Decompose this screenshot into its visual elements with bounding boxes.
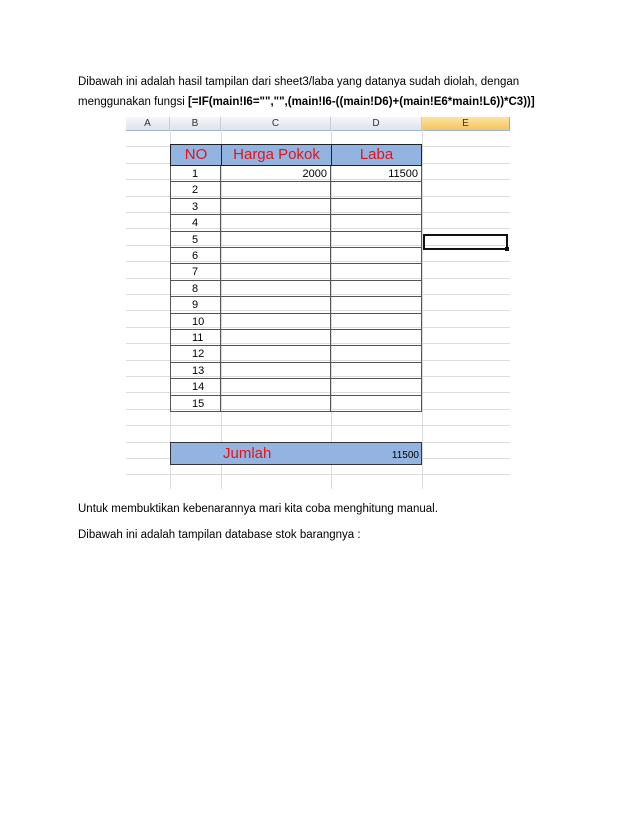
cell-laba[interactable] [331, 379, 422, 395]
table-row [170, 330, 422, 346]
table-row [170, 379, 422, 395]
footer-total: 11500 [391, 450, 419, 461]
grid-line-horizontal [126, 474, 510, 475]
cell-no[interactable]: 13 [170, 363, 221, 379]
table-header-row [170, 144, 422, 166]
header-no: NO [171, 145, 222, 165]
table-row [170, 248, 422, 264]
table-row [170, 297, 422, 313]
table-row [170, 363, 422, 379]
cell-laba[interactable] [331, 346, 422, 362]
cell-no[interactable]: 1 [170, 166, 221, 182]
table-row [170, 314, 422, 330]
cell-no[interactable]: 2 [170, 182, 221, 198]
cell-laba[interactable] [331, 297, 422, 313]
cell-harga-pokok[interactable] [221, 215, 331, 231]
cell-harga-pokok[interactable] [221, 248, 331, 264]
spreadsheet-image [126, 117, 510, 489]
footer-label: Jumlah [223, 445, 272, 462]
cell-no[interactable]: 8 [170, 281, 221, 297]
cell-laba[interactable] [331, 396, 422, 412]
intro-text: Dibawah ini adalah hasil tampilan dari sheet3/laba yang datanya sudah diolah, dengan menggunakan fungsi [78, 76, 520, 108]
header-harga-pokok: Harga Pokok [222, 145, 332, 165]
cell-harga-pokok[interactable] [221, 264, 331, 280]
cell-harga-pokok[interactable] [221, 314, 331, 330]
cell-laba[interactable] [331, 264, 422, 280]
paragraph-manual: Untuk membuktikan kebenarannya mari kita coba menghitung manual. [78, 503, 438, 515]
cell-harga-pokok[interactable] [221, 182, 331, 198]
header-laba: Laba [359, 146, 394, 163]
column-header-e: E [422, 117, 510, 130]
intro-paragraph [78, 72, 568, 112]
table-row [170, 166, 422, 182]
cell-no[interactable]: 12 [170, 346, 221, 362]
column-header-d: D [331, 117, 422, 130]
column-header-bar [126, 117, 510, 131]
column-header-b: B [170, 117, 221, 130]
cell-no[interactable]: 9 [170, 297, 221, 313]
column-header-a: A [126, 117, 170, 130]
cell-laba[interactable] [331, 215, 422, 231]
cell-laba[interactable] [331, 363, 422, 379]
cell-laba[interactable] [331, 248, 422, 264]
paragraph-database: Dibawah ini adalah tampilan database stok barangnya : [78, 529, 361, 541]
cell-no[interactable]: 6 [170, 248, 221, 264]
selected-cell[interactable] [423, 234, 508, 250]
table-row [170, 396, 422, 412]
cell-harga-pokok[interactable] [221, 330, 331, 346]
column-header-c: C [221, 117, 331, 130]
grid-line-horizontal [126, 425, 510, 426]
cell-harga-pokok[interactable] [221, 396, 331, 412]
cell-no[interactable]: 3 [170, 199, 221, 215]
cell-no[interactable]: 15 [170, 396, 221, 412]
cell-no[interactable]: 10 [170, 314, 221, 330]
cell-laba[interactable] [331, 182, 422, 198]
cell-laba[interactable]: 11500 [331, 166, 422, 182]
cell-no[interactable]: 14 [170, 379, 221, 395]
cell-laba[interactable] [331, 281, 422, 297]
cell-no[interactable]: 7 [170, 264, 221, 280]
table-row [170, 281, 422, 297]
formula-text: [=IF(main!I6="","",(main!I6-((main!D6)+(main!E6*main!L6))*C3))] [187, 96, 535, 108]
cell-harga-pokok[interactable] [221, 379, 331, 395]
table-row [170, 346, 422, 362]
table-row [170, 182, 422, 198]
table-row [170, 232, 422, 248]
table-row [170, 264, 422, 280]
table-row [170, 215, 422, 231]
cell-no[interactable]: 11 [170, 330, 221, 346]
cell-laba[interactable] [331, 314, 422, 330]
cell-harga-pokok[interactable]: 2000 [221, 166, 331, 182]
cell-harga-pokok[interactable] [221, 199, 331, 215]
cell-harga-pokok[interactable] [221, 297, 331, 313]
cell-harga-pokok[interactable] [221, 232, 331, 248]
cell-harga-pokok[interactable] [221, 281, 331, 297]
cell-laba[interactable] [331, 232, 422, 248]
cell-laba[interactable] [331, 199, 422, 215]
table-footer-row [170, 442, 422, 465]
cell-no[interactable]: 4 [170, 215, 221, 231]
cell-laba[interactable] [331, 330, 422, 346]
cell-harga-pokok[interactable] [221, 346, 331, 362]
cell-harga-pokok[interactable] [221, 363, 331, 379]
cell-no[interactable]: 5 [170, 232, 221, 248]
table-row [170, 199, 422, 215]
